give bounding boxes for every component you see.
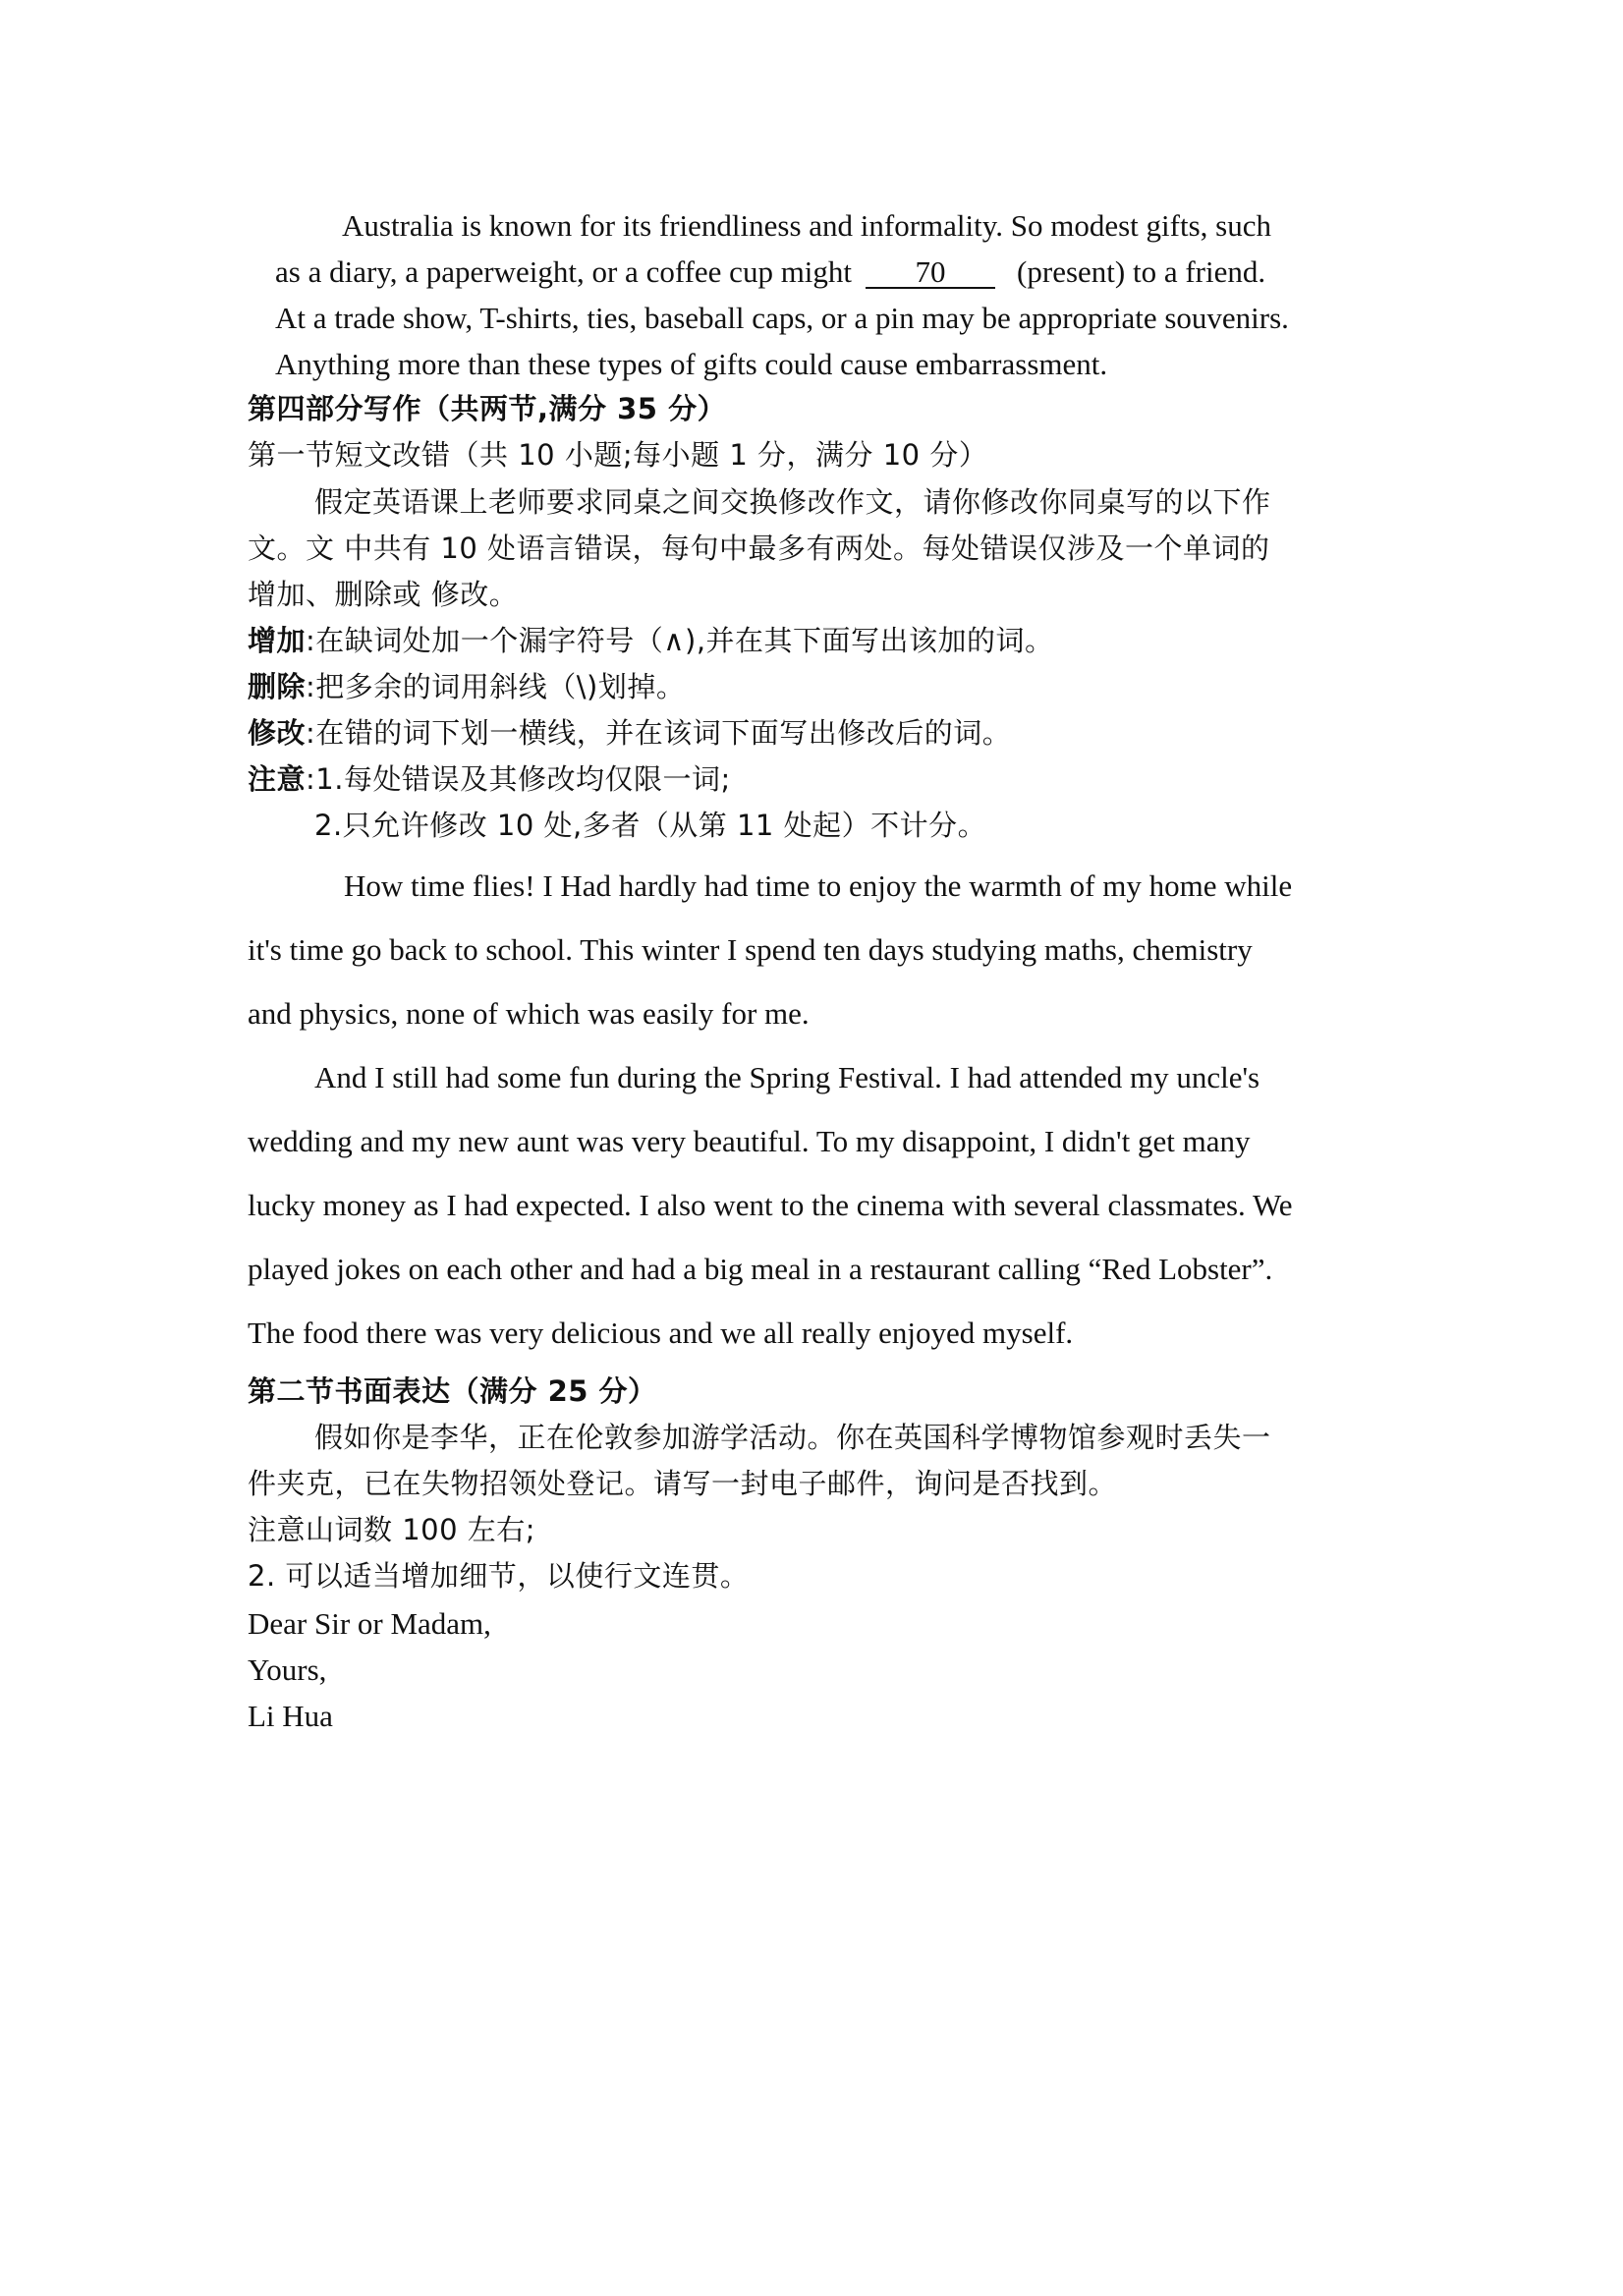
rule-delete [248, 667, 685, 706]
rule-add-label: 增加 [248, 624, 307, 657]
blank-70: 70 [866, 257, 995, 289]
rule-add-text: :在缺词处加一个漏字符号（∧),并在其下面写出该加的词。 [306, 624, 1054, 657]
part4-title: 第四部分写作（共两节,满分 35 分） [248, 392, 727, 425]
letter-signature: Li Hua [248, 1699, 333, 1733]
passage-line-1: Australia is known for its friendliness and informality. So modest gifts, such [342, 208, 1271, 243]
rule-delete-label: 删除 [248, 670, 307, 703]
rule-modify [248, 713, 1011, 753]
rule-note-2: 2.只允许修改 10 处,多者（从第 11 处起）不计分。 [314, 809, 987, 842]
section1-title: 第一节短文改错（共 10 小题;每小题 1 分，满分 10 分） [248, 438, 988, 472]
correction-passage-line: lucky money as I had expected. I also went to the cinema with several classmates. We [248, 1188, 1293, 1222]
correction-passage-line: it's time go back to school. This winter I spend ten days studying maths, chemistry [248, 932, 1253, 967]
correction-passage-line: played jokes on each other and had a big meal in a restaurant calling “Red Lobster”. [248, 1252, 1273, 1286]
section1-instruction-2: 文。文 中共有 10 处语言错误，每句中最多有两处。每处错误仅涉及一个单词的 [248, 532, 1270, 565]
correction-passage-line: wedding and my new aunt was very beautiful. To my disappoint, I didn't get many [248, 1124, 1251, 1158]
correction-passage-line: And I still had some fun during the Spring Festival. I had attended my uncle's [314, 1060, 1260, 1094]
section2-note-2: 2. 可以适当增加细节，以使行文连贯。 [248, 1559, 750, 1593]
passage-line-2-end: (present) to a friend. [1017, 254, 1266, 289]
rule-modify-text: :在错的词下划一横线，并在该词下面写出修改后的词。 [306, 716, 1012, 750]
section2-title: 第二节书面表达（满分 25 分） [248, 1374, 657, 1408]
section1-instruction-3: 增加、删除或 修改。 [248, 578, 519, 611]
rule-delete-text: :把多余的词用斜线（\)划掉。 [306, 670, 686, 703]
section2-prompt-2: 件夹克，已在失物招领处登记。请写一封电子邮件，询问是否找到。 [248, 1467, 1118, 1500]
rule-modify-label: 修改 [248, 716, 307, 750]
rule-note-text-1: :1.每处错误及其修改均仅限一词; [306, 762, 731, 796]
correction-passage-line: How time flies! I Had hardly had time to enjoy the warmth of my home while [344, 868, 1293, 903]
section2-prompt-1: 假如你是李华，正在伦敦参加游学活动。你在英国科学博物馆参观时丢失一 [314, 1421, 1271, 1454]
correction-passage-line: and physics, none of which was easily for me. [248, 996, 810, 1031]
letter-closing: Yours, [248, 1652, 327, 1687]
section1-instruction-1: 假定英语课上老师要求同桌之间交换修改作文，请你修改你同桌写的以下作 [314, 485, 1271, 519]
rule-note-label: 注意 [248, 762, 307, 796]
passage-line-4: Anything more than these types of gifts could cause embarrassment. [275, 347, 1108, 381]
letter-greeting: Dear Sir or Madam, [248, 1606, 491, 1641]
correction-passage-line: The food there was very delicious and we all really enjoyed myself. [248, 1316, 1074, 1350]
section2-note-1: 注意山词数 100 左右; [248, 1513, 536, 1546]
passage-line-2-start: as a diary, a paperweight, or a coffee cup might [275, 254, 853, 289]
rule-add [248, 621, 1054, 660]
rule-note [248, 759, 731, 799]
passage-line-3: At a trade show, T-shirts, ties, baseball caps, or a pin may be appropriate souvenirs. [275, 301, 1289, 335]
passage-line-2 [275, 252, 1265, 292]
